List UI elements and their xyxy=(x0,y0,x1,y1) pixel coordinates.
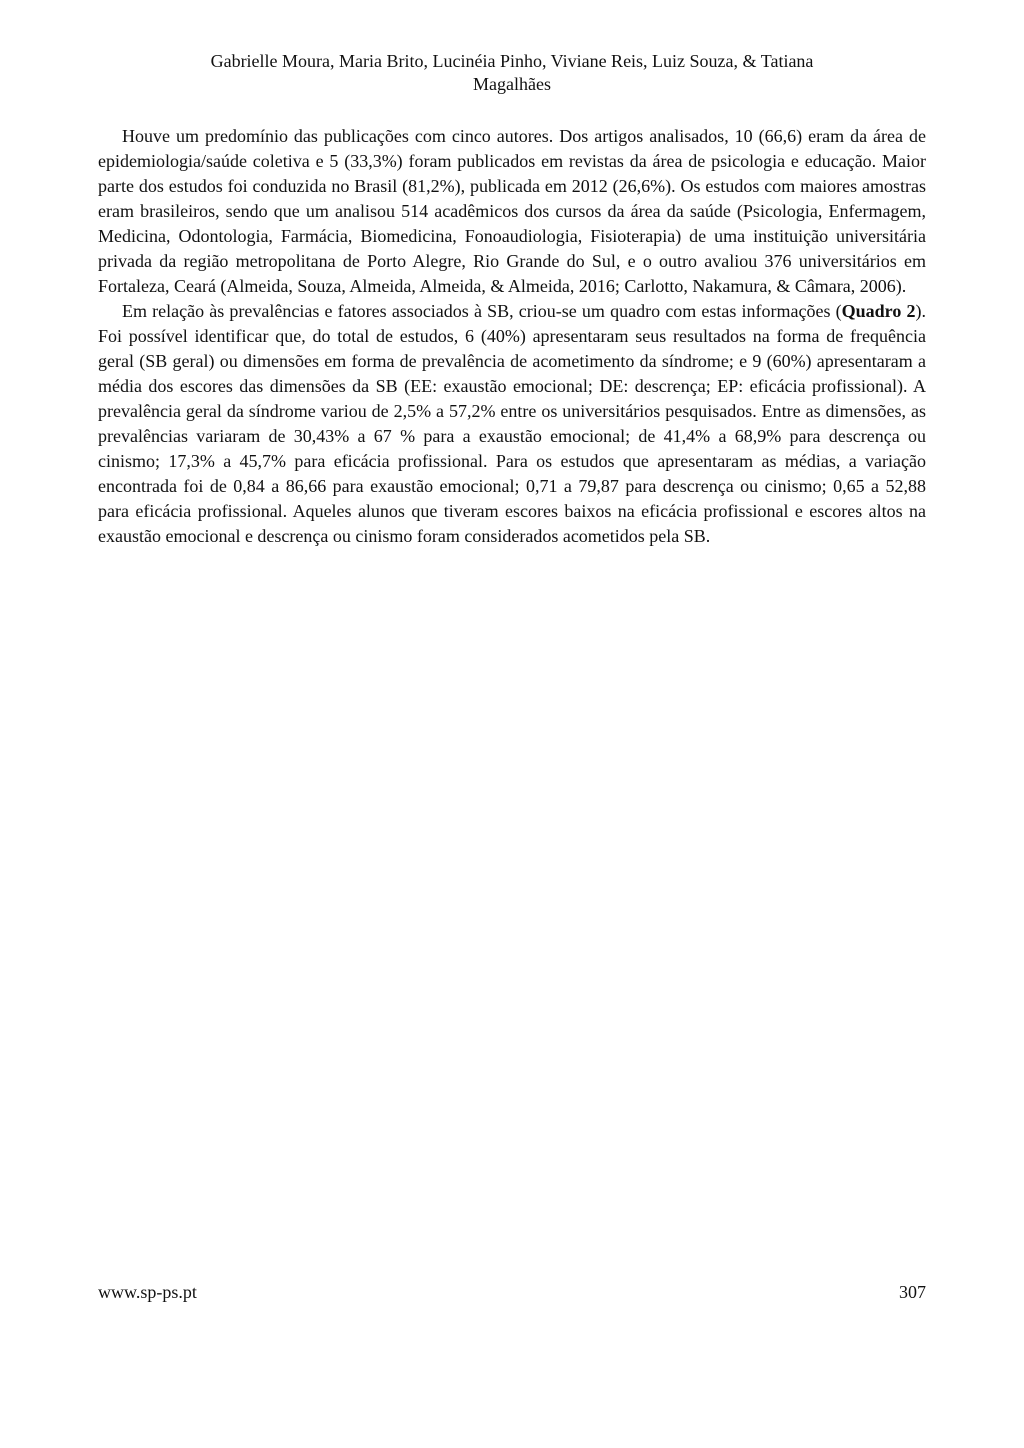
page-number: 307 xyxy=(899,1282,926,1302)
page-footer xyxy=(98,1280,926,1304)
body-text xyxy=(98,124,926,549)
paragraph-prevalence-text-end: ). Foi possível identificar que, do total de estudos, 6 (40%) apresentaram seus resultados na forma de frequência geral (SB geral) ou dimensões em forma de prevalência de acometimento da síndrome; e 9 (60%) apresentaram a média dos escores das dimensões da SB (EE: exaustão emocional; DE: descrença; EP: eficácia profissional). A prevalência geral da síndrome variou de 2,5% a 57,2% entre os universitários pesquisados. Entre as dimensões, as prevalências variaram de 30,43% a 67 % para a exaustão emocional; de 41,4% a 68,9% para descrença ou cinismo; 17,3% a 45,7% para eficácia profissional. Para os estudos que apresentaram as médias, a variação encontrada foi de 0,84 a 86,66 para exaustão emocional; 0,71 a 79,87 para descrença ou cinismo; 0,65 a 52,88 para eficácia profissional. Aqueles alunos que tiveram escores baixos na eficácia profissional e escores altos na exaustão emocional e descrença ou cinismo foram considerados acometidos pela SB. xyxy=(98,301,927,546)
header-authors-line-2: Magalhães xyxy=(473,74,551,94)
header-authors-line-1: Gabrielle Moura, Maria Brito, Lucinéia Pinho, Viviane Reis, Luiz Souza, & Tatiana xyxy=(210,51,814,71)
running-header xyxy=(98,50,926,96)
paragraph-prevalence-text-start: Em relação às prevalências e fatores associados à SB, criou-se um quadro com estas informações ( xyxy=(122,301,842,321)
footer-website: www.sp-ps.pt xyxy=(98,1282,197,1302)
paragraph-prevalence xyxy=(98,299,926,549)
paragraph-publications: Houve um predomínio das publicações com cinco autores. Dos artigos analisados, 10 (66,6) eram da área de epidemiologia/saúde coletiva e 5 (33,3%) foram publicados em revistas da área de psicologia e educação. Maior parte dos estudos foi conduzida no Brasil (81,2%), publicada em 2012 (26,6%). Os estudos com maiores amostras eram brasileiros, sendo que um analisou 514 acadêmicos dos cursos da área da saúde (Psicologia, Enfermagem, Medicina, Odontologia, Farmácia, Biomedicina, Fonoaudiologia, Fisioterapia) de uma instituição universitária privada da região metropolitana de Porto Alegre, Rio Grande do Sul, e o outro avaliou 376 universitários em Fortaleza, Ceará (Almeida, Souza, Almeida, Almeida, & Almeida, 2016; Carlotto, Nakamura, & Câmara, 2006). xyxy=(98,126,926,296)
table-reference: Quadro 2 xyxy=(841,301,916,321)
